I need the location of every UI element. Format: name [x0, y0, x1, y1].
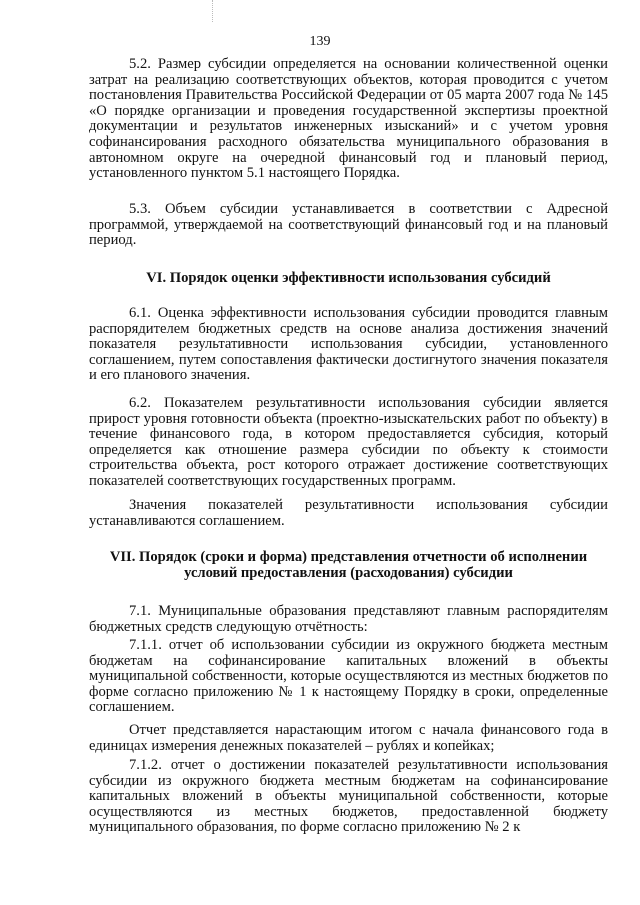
paragraph-7-1: 7.1. Муниципальные образования представляют главным распорядителям бюджетных средств следующую отчётность:: [89, 603, 608, 635]
paragraph-6-1-block: [89, 306, 608, 384]
section-6-heading: VI. Порядок оценки эффективности использования субсидий: [146, 270, 551, 286]
paragraph-6-3: Значения показателей результативности использования субсидии устанавливаются соглашением.: [89, 497, 608, 529]
paragraph-7-1-1-block: [89, 638, 608, 716]
paragraph-6-2-block: [89, 396, 608, 490]
paragraph-7-1-2: 7.1.2. отчет о достижении показателей результативности использования субсидии из окружного бюджета местным бюджетам на софинансирование капитальных вложений в объекты муниципальной собственности, которые осуществляются из местных бюджетов, предоставленной бюджету муниципального образования, по форме согласно приложению № 2 к: [89, 757, 608, 836]
paragraph-7-1-1-note: Отчет представляется нарастающим итогом с начала финансового года в единицах измерения денежных показателей – рублях и копейках;: [89, 722, 608, 754]
section-7-heading-block: [89, 550, 608, 581]
paragraph-5-3-block: [89, 202, 608, 249]
section-7-heading-line-2: условий предоставления (расходования) субсидии: [184, 564, 513, 581]
paragraph-7-1-2-block: [89, 758, 608, 836]
paragraph-6-1: 6.1. Оценка эффективности использования субсидии проводится главным распорядителем бюджетных средств на основе анализа достижения значений показателя результативности использования субсидии, установленного соглашением, путем сопоставления фактически достигнутого значения показателя и его планового значения.: [89, 305, 608, 384]
paragraph-5-2-block: [89, 57, 608, 182]
section-7-heading-line-1: VII. Порядок (сроки и форма) представления отчетности об исполнении: [109, 549, 588, 565]
paragraph-7-1-1-note-block: [89, 723, 608, 754]
paragraph-6-2: 6.2. Показателем результативности использования субсидии является прирост уровня готовности объекта (проектно-изыскательских работ по объекту) в течение финансового года, в котором предоставляется субсидия, который определяется как отношение размера субсидии по объекту к стоимости строительства объекта, рост которого отражает достижение соответствующих показателей соответствующих государственных программ.: [89, 395, 608, 489]
scan-mark-line: [212, 0, 214, 22]
paragraph-7-1-block: [89, 604, 608, 635]
paragraph-6-3-block: [89, 498, 608, 529]
paragraph-5-3: 5.3. Объем субсидии устанавливается в соответствии с Адресной программой, утверждаемой на соответствующий финансовый год и на плановый период.: [89, 201, 608, 249]
page-number: 139: [309, 34, 331, 49]
paragraph-5-2: 5.2. Размер субсидии определяется на основании количественной оценки затрат на реализацию соответствующих объектов, которая проводится с учетом постановления Правительства Российской Федерации от 05 марта 2007 года № 145 «О порядке организации и проведения государственной экспертизы проектной документации и результатов инженерных изысканий» и с учетом уровня софинансирования расходного обязательства муниципального образования в автономном округе на очередной финансовый год и плановый период, установленного пунктом 5.1 настоящего Порядка.: [89, 56, 608, 182]
section-6-heading-block: [89, 271, 608, 287]
paragraph-7-1-1: 7.1.1. отчет об использовании субсидии из окружного бюджета местным бюджетам на софинансирование капитальных вложений в объекты муниципальной собственности, которые осуществляются из местных бюджетов по форме согласно приложению № 1 к настоящему Порядку в сроки, определенные соглашением.: [89, 637, 608, 716]
